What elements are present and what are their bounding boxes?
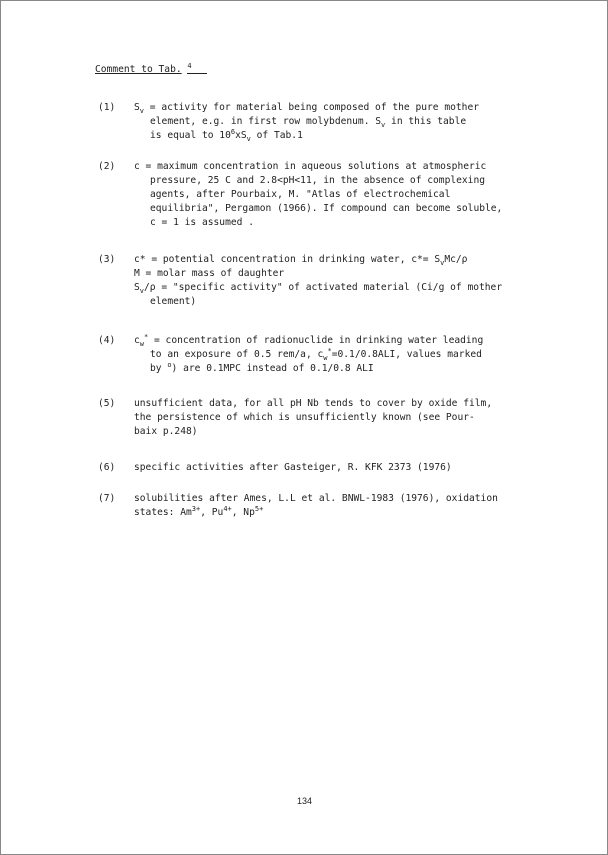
note-6-text: specific activities after Gasteiger, R. KFK 2373 (1976)	[134, 462, 452, 473]
note-4-text: = concentration of radionuclide in drinking water leading	[148, 335, 484, 346]
comment-heading	[95, 63, 207, 77]
note-7-text: solubilities after Ames, L.L et al. BNWL-1983 (1976), oxidation	[134, 493, 498, 504]
note-1-body	[134, 101, 479, 143]
note-4-sub: w	[323, 353, 328, 362]
note-4-text: to an exposure of 0.5 rem/a, c	[150, 349, 324, 360]
note-4-text: ) are 0.1MPC instead of 0.1/0.8 ALI	[171, 363, 374, 374]
note-7-number: (7)	[98, 493, 116, 504]
note-1-sup: 6	[230, 127, 236, 136]
note-2-body	[134, 160, 502, 230]
note-7-text: , Pu	[200, 507, 224, 518]
note-3-text: S	[134, 282, 140, 293]
note-1-text: is equal to 10	[150, 130, 231, 141]
note-1-sub: v	[381, 120, 386, 129]
note-2-text: agents, after Pourbaix, M. "Atlas of electrochemical	[150, 189, 451, 200]
note-1-text: = activity for material being composed of the pure mother	[144, 102, 480, 113]
note-3-body	[134, 253, 502, 309]
note-5-text: the persistence of which is unsufficiently known (see Pour-	[134, 412, 475, 423]
heading-text: Comment to Tab.	[95, 64, 182, 75]
note-1-number: (1)	[98, 102, 116, 113]
note-1-text: S	[134, 102, 140, 113]
note-7-sup: 4+	[223, 504, 232, 513]
note-4-body	[134, 334, 483, 376]
note-1-text: xS	[235, 130, 247, 141]
note-3-number: (3)	[98, 254, 116, 265]
heading-number	[187, 63, 207, 74]
note-7-text: , Np	[231, 507, 255, 518]
heading-number-text: 4	[187, 61, 192, 70]
note-2-text: c = maximum concentration in aqueous solutions at atmospheric	[134, 161, 487, 172]
note-3-text: Mc/ρ	[444, 254, 468, 265]
note-1-sub: v	[246, 134, 251, 143]
note-5-text: unsufficient data, for all pH Nb tends to cover by oxide film,	[134, 398, 493, 409]
note-5-number: (5)	[98, 398, 116, 409]
note-7-sup: 3+	[191, 504, 201, 513]
note-4-text: c	[134, 335, 140, 346]
note-7-text: states: Am	[134, 507, 192, 518]
note-4-text: by	[150, 363, 168, 374]
note-4-text: =0.1/0.8ALI, values marked	[331, 349, 482, 360]
note-1-text: in this table	[385, 116, 467, 127]
note-3-text: c* = potential concentration in drinking water, c*= S	[134, 254, 441, 265]
note-3-sub: v	[440, 258, 445, 267]
note-1-text: of Tab.1	[250, 130, 303, 141]
note-2-number: (2)	[98, 161, 116, 172]
note-6-number: (6)	[98, 462, 116, 473]
note-3-text: element)	[150, 296, 197, 307]
note-2-text: c = 1 is assumed .	[150, 217, 254, 228]
note-5-body	[134, 397, 492, 439]
note-6-body	[134, 461, 452, 475]
note-1-sub: v	[139, 106, 144, 115]
note-3-text: /ρ = "specific activity" of activated material (Ci/g of mother	[144, 282, 503, 293]
note-4-sup: *	[144, 332, 149, 341]
note-4-sup: o	[167, 360, 172, 369]
note-4-number: (4)	[98, 335, 116, 346]
note-7-body	[134, 492, 498, 520]
note-2-text: equilibria", Pergamon (1966). If compound can become soluble,	[150, 203, 503, 214]
note-4-sub: w	[139, 339, 144, 348]
note-4-sup: *	[327, 346, 332, 355]
note-3-text: M = molar mass of daughter	[134, 268, 285, 279]
note-3-sub: v	[139, 286, 144, 295]
page-number: 134	[297, 796, 313, 806]
note-2-text: pressure, 25 C and 2.8<pH<11, in the absence of complexing	[150, 175, 486, 186]
note-7-sup: 5+	[254, 504, 264, 513]
note-5-text: baix p.248)	[134, 426, 198, 437]
note-1-text: element, e.g. in first row molybdenum. S	[150, 116, 382, 127]
